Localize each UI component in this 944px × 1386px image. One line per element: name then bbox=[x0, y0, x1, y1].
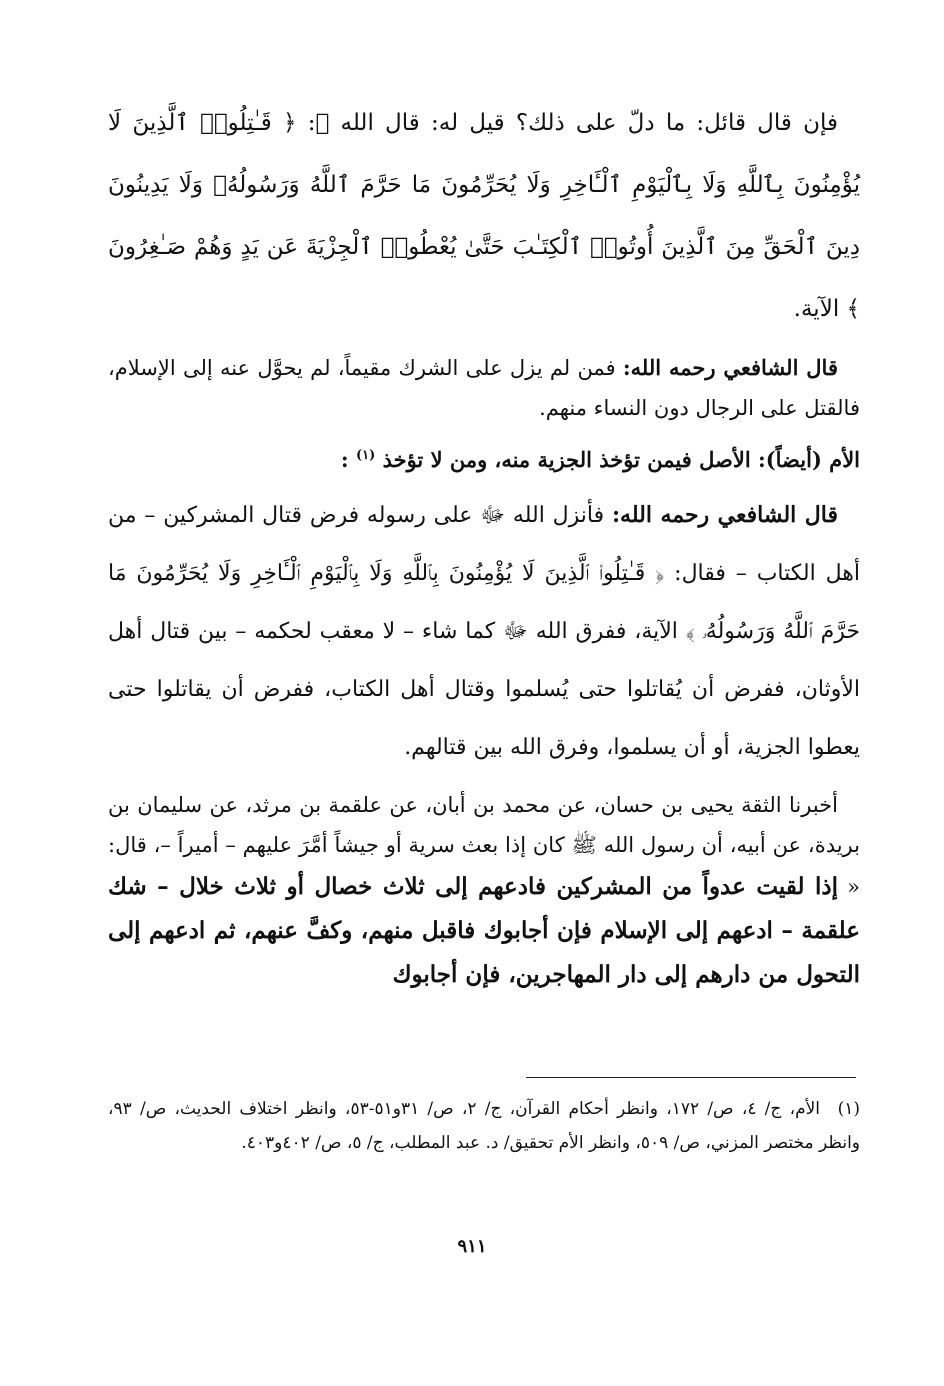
speaker-label: قال الشافعي رحمه الله: bbox=[622, 355, 838, 380]
paragraph-text: فمن لم يزل على الشرك مقيماً، لم يحوَّل عنه إلى الإسلام، فالقتل على الرجال دون النساء منهم. bbox=[108, 356, 860, 420]
paragraph-hadith bbox=[108, 785, 860, 997]
isnad-text: أخبرنا الثقة يحيى بن حسان، عن محمد بن أبان، عن علقمة بن مرثد، عن سليمان بن بريدة، عن أبيه، أن رسول الله ﷺ كان إذا بعث سرية أو جيشاً أمَّرَ عليهم – أميراً –، قال: « bbox=[108, 793, 860, 899]
footnote-number: (١) bbox=[837, 1099, 861, 1119]
paragraph-shafii-2 bbox=[108, 486, 860, 777]
footnote-ref: (١) bbox=[355, 448, 376, 463]
heading-text: الأم (أيضاً): الأصل فيمن تؤخذ الجزية منه، ومن لا تؤخذ bbox=[382, 447, 860, 472]
paragraph-text: فأنزل الله ﷻ على رسوله فرض قتال المشركين – من أهل الكتاب – فقال: ﴿ قَـٰتِلُوا۟ ٱلَّذِينَ لَا يُؤْمِنُونَ بِٱللَّهِ وَلَا بِٱلْيَوْمِ ٱلْـَٔاخِرِ وَلَا يُحَرِّمُونَ مَا حَرَّمَ ٱللَّهُ وَرَسُولُهُۥ ﴾ الآية، ففرق الله ﷻ كما شاء – لا معقب لحكمه – بين قتال أهل الأوثان، ففرض أن يُقاتلوا حتى يُسلموا وقتال أهل الكتاب، ففرض أن يقاتلوا حتى يعطوا الجزية، أو أن يسلموا، وفرق الله بين قتالهم. bbox=[108, 503, 860, 760]
footnote bbox=[108, 1092, 860, 1160]
footnote-divider bbox=[526, 1077, 856, 1078]
paragraph-verse-intro: فإن قال قائل: ما دلّ على ذلك؟ قيل له: قال الله ﷻ: ﴿ قَـٰتِلُوا۟ ٱلَّذِينَ لَا يُؤْمِنُونَ بِٱللَّهِ وَلَا بِٱلْيَوْمِ ٱلْـَٔاخِرِ وَلَا يُحَرِّمُونَ مَا حَرَّمَ ٱللَّهُ وَرَسُولُهُۥ وَلَا يَدِينُونَ دِينَ ٱلْحَقِّ مِنَ ٱلَّذِينَ أُوتُوا۟ ٱلْكِتَـٰبَ حَتَّىٰ يُعْطُوا۟ ٱلْجِزْيَةَ عَن يَدٍ وَهُمْ صَـٰغِرُونَ ﴾ الآية. bbox=[108, 110, 860, 322]
footnote-text: الأم، ج/ ٤، ص/ ١٧٢، وانظر أحكام القرآن، ج/ ٢، ص/ ٣١و٥١-٥٣، وانظر اختلاف الحديث، ص/ ٩٣، وانظر مختصر المزني، ص/ ٥٠٩، وانظر الأم تحقيق/ د. عبد المطلب، ج/ ٥، ص/ ٤٠٢و٤٠٣. bbox=[108, 1099, 860, 1153]
page-body bbox=[108, 92, 860, 997]
heading-colon: : bbox=[340, 447, 349, 472]
hadith-text: إذا لقيت عدواً من المشركين فادعهم إلى ثلاث خصال أو ثلاث خلال – شك علقمة – ادعهم إلى الإسلام فإن أجابوك فاقبل منهم، وكفَّ عنهم، ثم ادعهم إلى التحول من دارهم إلى دار المهاجرين، فإن أجابوك bbox=[108, 873, 860, 988]
speaker-label: قال الشافعي رحمه الله: bbox=[611, 502, 838, 528]
section-heading bbox=[108, 436, 860, 480]
paragraph-shafii-1 bbox=[108, 348, 860, 428]
page-number: ٩١١ bbox=[457, 1236, 487, 1257]
